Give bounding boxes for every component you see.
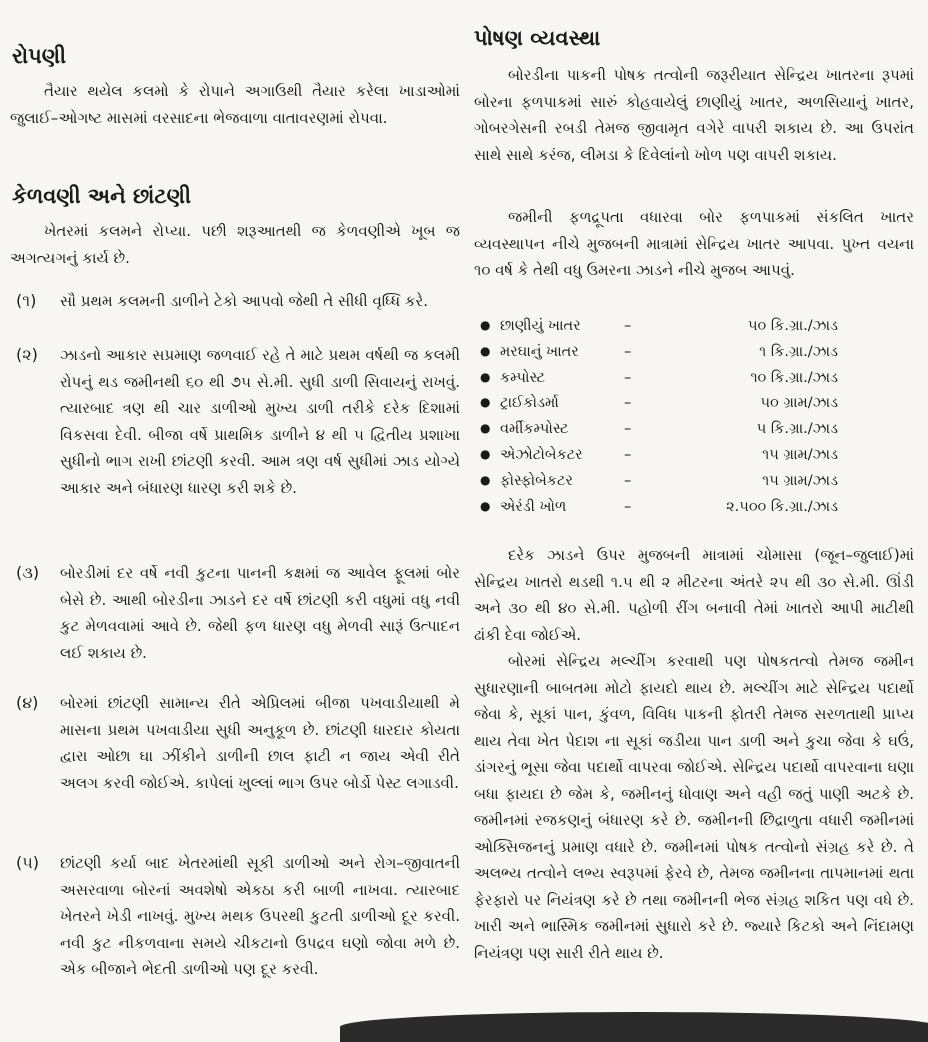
list-item (10, 288, 460, 315)
fertilizer-dash: – (624, 369, 632, 386)
bullet-icon: ● (480, 498, 491, 513)
list-number: (૪) (16, 693, 39, 712)
page-edge-shadow (340, 1012, 928, 1042)
list-text: છાંટણી કર્યા બાદ ખેતરમાંથી સૂકી ડાળીઓ અને રોગ–જીવાતની અસરવાળા બોરનાં અવશેષો એકઠા કરી બાળી નાખવા. ત્યારબાદ ખેતરને ખેડી નાખવું. મુખ્ય મથક ઉપરથી કુટતી ડાળીઓ દૂર કરવી. નવી કુટ નીકળવાના સમયે ચીકટાનો ઉપદ્રવ ઘણો જોવા મળે છે. એક બીજાને ભેદતી ડાળીઓ પણ દૂર કરવી. (60, 854, 460, 978)
ropani-paragraph: તૈયાર થયેલ કલમો કે રોપાને અગાઉથી તૈયાર કરેલા ખાડાઓમાં જુલાઈ–ઓગષ્ટ માસમાં વરસાદના ભેજવાળા વાતાવરણમાં રોપવા. (10, 82, 460, 127)
list-item (10, 850, 460, 983)
fertilizer-quantity: ૨.૫૦૦ કિ.ગ્રા./ઝાડ (726, 498, 838, 515)
kelavani-intro: ખેતરમાં કલમને રોપ્યા. પછી શરૂઆતથી જ કેળવણીએ ખૂબ જ અગત્યગનું કાર્ય છે. (10, 222, 460, 267)
poshan-paragraph-3: દરેક ઝાડને ઉપર મુજબની માત્રામાં ચોમાસા (જૂન–જુલાઈ)માં સેન્દ્રિય ખાતરો થડથી ૧.૫ થી ૨ મીટરના અંતરે ૨૫ થી ૩૦ સે.મી. ઊંડી અને ૩૦ થી ૪૦ સે.મી. પહોળી રીંગ બનાવી તેમાં ખાતરો આપી માટીથી ઢાંકી દેવા જોઈએ. (474, 546, 914, 644)
list-text: સૌ પ્રથમ કલમની ડાળીને ટેકો આપવો જેથી તે સીધી વૃધ્ધિ કરે. (60, 292, 429, 310)
fertilizer-name: વર્મીકમ્પોસ્ટ (500, 421, 569, 438)
list-item (10, 690, 460, 796)
table-row (474, 314, 914, 340)
list-number: (૧) (16, 291, 37, 310)
list-item (10, 560, 460, 666)
fertilizer-dash: – (624, 421, 632, 438)
table-row (474, 366, 914, 392)
fertilizer-quantity: ૫૦ ગ્રામ/ઝાડ (760, 395, 838, 412)
table-row (474, 443, 914, 469)
fertilizer-dash: – (624, 498, 632, 515)
bullet-icon: ● (480, 446, 491, 461)
fertilizer-name: કમ્પોસ્ટ (500, 369, 546, 386)
fertilizer-dash: – (624, 343, 632, 360)
bullet-icon: ● (480, 369, 491, 384)
poshan-paragraph-4: બોરમાં સેન્દ્રિય મલ્ચીંગ કરવાથી પણ પોષકતત્વો તેમજ જમીન સુધારણાની બાબતમા મોટો ફાયદો થાય છે. મલ્ચીંગ માટે સેન્દ્રિય પદાર્થો જેવા કે, સૂકાં પાન, કુંવળ, વિવિધ પાકની ફોતરી તેમજ સરળતાથી પ્રાપ્ય થાય તેવા ખેત પેદાશ ના સૂકાં જડીયા પાન ડાળી અને કુચા જેવા કે ઘઉં, ડાંગરનું ભૂસા જેવા પદાર્થો વાપરવા જોઈએ. સેન્દ્રિય પદાર્થો વાપરવાના ઘણા બધા ફાયદા છે જેમ કે, જમીનનું ધોવાણ અને વહી જતું પાણી અટકે છે. જમીનમાં રજકણનું બંધારણ કરે છે. જમીનની છિદ્રાળુતા વધારી જમીનમાં ઓક્સિજનનું પ્રમાણ વધારે છે. જમીનમાં પોષક તત્વોનો સંગ્રહ કરે છે. તે અલભ્ય તત્વોને લભ્ય સ્વરૂપમાં ફેરવે છે, તેમજ જમીનના તાપમાનમાં થતા ફેરફારો પર નિયંત્રણ કરે છે તથા જમીનની ભેજ સંગ્રહ શકિત પણ વધે છે. ખારી અને ભાસ્મિક જમીનમાં સુધારો કરે છે. જ્યારે કિટકો અને નિંદામણ નિયંત્રણ પણ સારી રીતે થાય છે. (474, 652, 914, 962)
table-row (474, 469, 914, 495)
poshan-paragraph-2: જમીની ફળદ્રૂપતા વધારવા બોર ફળપાકમાં સંકલિત ખાતર વ્યવસ્થાપન નીચે મુજબની માત્રામાં સેન્દ્રિય ખાતર આપવા. પુખ્ત વયના ૧૦ વર્ષ કે તેથી વધુ ઉમરના ઝાડને નીચે મુજબ આપવું. (474, 208, 914, 279)
fertilizer-name: એરંડી ખોળ (500, 498, 567, 515)
list-text: ઝાડનો આકાર સપ્રમાણ જળવાઈ રહે તે માટે પ્રથમ વર્ષથી જ કલમી રોપનું થડ જમીનથી ૬૦ થી ૭૫ સે.મી. સુધી ડાળી સિવાયનું રાખવું. ત્યારબાદ ત્રણ થી ચાર ડાળીઓ મુખ્ય ડાળી તરીકે દરેક દિશામાં વિકસવા દેવી. બીજા વર્ષે પ્રાથમિક ડાળીને ૪ થી ૫ દ્વિતીય પ્રશાખા સુધીનો ભાગ રાખી છાંટણી કરવી. આમ ત્રણ વર્ષ સુધીમાં ઝાડ યોગ્યે આકાર અને બંધારણ ધારણ કરી શકે છે. (60, 346, 460, 497)
fertilizer-table (474, 314, 914, 520)
fertilizer-quantity: ૧ કિ.ગ્રા./ઝાડ (759, 343, 838, 360)
table-row (474, 495, 914, 521)
ropani-heading: રોપણી (12, 44, 67, 68)
fertilizer-quantity: ૧૫ ગ્રામ/ઝાડ (762, 472, 838, 489)
list-number: (૫) (16, 853, 39, 872)
list-number: (૩) (16, 563, 40, 582)
poshan-paragraph-1: બોરડીના પાકની પોષક તત્વોની જરૂરીયાત સેન્દ્રિય ખાતરના રૂપમાં બોરના ફળપાકમાં સારું કોહવાયેલું છાણીયું ખાતર, અળસિયાનું ખાતર, ગોબરગેસની રબડી તેમજ જીવામૃત વગેરે વાપરી શકાય છે. આ ઉપરાંત સાથે સાથે કરંજ, લીમડા કે દિવેલાંનો ખોળ પણ વાપરી શકાય. (474, 66, 914, 164)
list-item (10, 342, 460, 501)
bullet-icon: ● (480, 421, 491, 436)
kelavani-heading: કેળવણી અને છાંટણી (12, 184, 191, 208)
fertilizer-quantity: ૫૦ કિ.ગ્રા./ઝાડ (748, 318, 838, 334)
bullet-icon: ● (480, 343, 491, 358)
fertilizer-name: છાણીયું ખાતર (500, 318, 581, 334)
fertilizer-dash: – (624, 318, 632, 334)
fertilizer-dash: – (624, 472, 632, 489)
fertilizer-dash: – (624, 395, 632, 412)
table-row (474, 417, 914, 443)
list-text: બોરડીમાં દર વર્ષે નવી કુટના પાનની કક્ષમાં જ આવેલ ફૂલમાં બોર બેસે છે. આથી બોરડીના ઝાડને દર વર્ષે છાંટણી કરી વધુમાં વધુ નવી કુટ મેળવવામાં આવે છે. જેથી ફળ ધારણ વધુ મેળવી સારૂં ઉત્પાદન લઈ શકાય છે. (60, 564, 460, 662)
fertilizer-quantity: ૧૫ ગ્રામ/ઝાડ (762, 446, 838, 463)
fertilizer-dash: – (624, 446, 632, 463)
fertilizer-name: મરઘાનું ખાતર (500, 343, 579, 360)
fertilizer-name: ફોસ્ફોબેકટર (500, 472, 573, 489)
bullet-icon: ● (480, 318, 491, 332)
list-text: બોરમાં છાંટણી સામાન્ય રીતે એપ્રિલમાં બીજા પખવાડીયાથી મે માસના પ્રથમ પખવાડીયા સુધી અનુકૂળ છે. છાંટણી ધારદાર કોયતા દ્વારા ઓછા ઘા ઝીંકીને ડાળીની છાલ ફાટી ન જાય એવી રીતે અલગ કરવી જોઈએ. કાપેલાં ખુલ્લાં ભાગ ઉપર બોર્ડો પેસ્ટ લગાડવી. (60, 694, 460, 792)
bullet-icon: ● (480, 472, 491, 487)
fertilizer-quantity: ૫ કિ.ગ્રા./ઝાડ (756, 421, 838, 438)
poshan-heading: પોષણ વ્યવસ્થા (474, 26, 601, 50)
table-row (474, 340, 914, 366)
fertilizer-name: એઝોટોબેકટર (500, 446, 583, 463)
bullet-icon: ● (480, 395, 491, 410)
list-number: (૨) (16, 345, 38, 364)
fertilizer-quantity: ૧૦ કિ.ગ્રા./ઝાડ (750, 369, 838, 386)
table-row (474, 391, 914, 417)
fertilizer-name: ટ્રાઈકોડર્મા (500, 395, 559, 412)
